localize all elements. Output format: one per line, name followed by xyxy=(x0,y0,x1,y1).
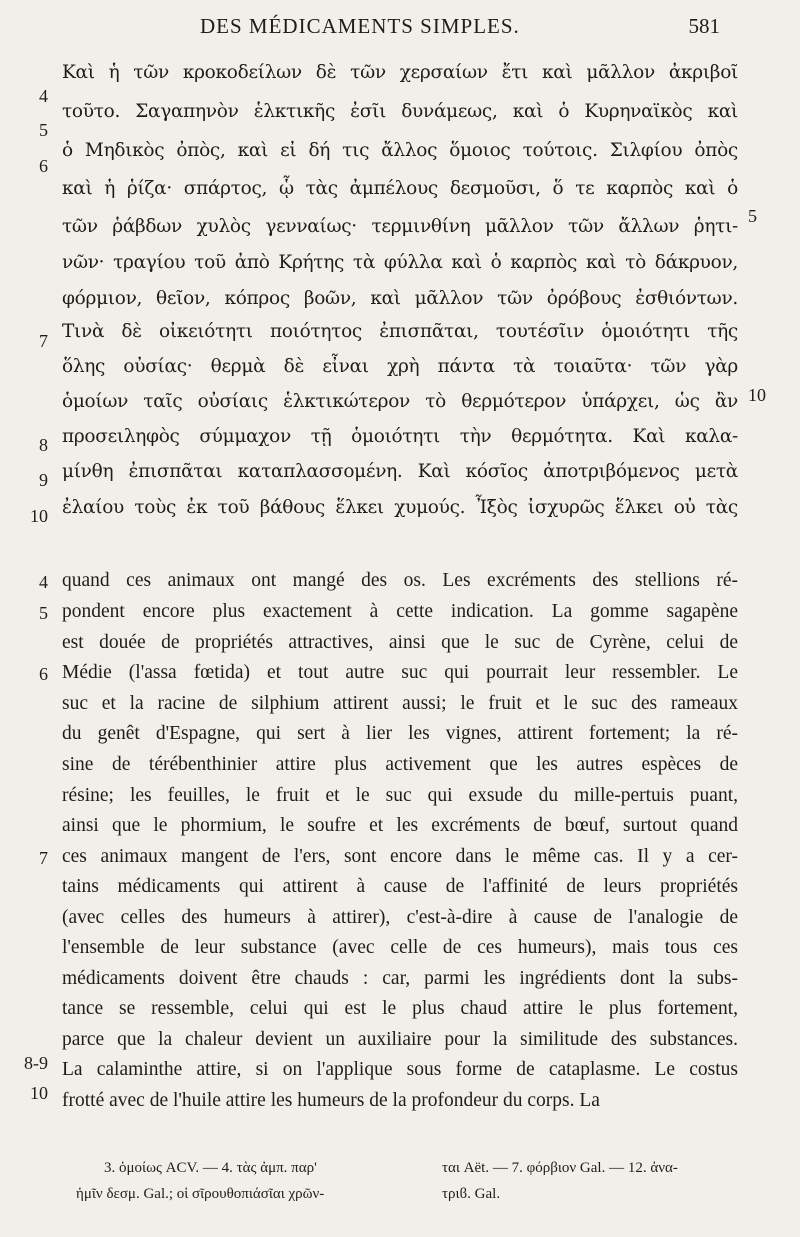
french-line: tance se ressemble, celui qui est le plus chaud attire le plus fortement, xyxy=(62,998,738,1019)
line-number: 7 xyxy=(39,331,48,351)
line-number: 5 xyxy=(748,206,757,226)
greek-line: τῶν ῥάβδων χυλὸς γενναίως· τερμινθίνη μᾶλλον τῶν ἄλλων ῥητι- xyxy=(62,216,738,237)
french-line: ces animaux mangent de l'ers, sont encore dans le même cas. Il y a cer- xyxy=(62,846,738,867)
line-number: 4 xyxy=(39,86,48,106)
line-number: 8 xyxy=(39,435,48,455)
french-line: est douée de propriétés attractives, ainsi que le suc de Cyrène, celui de xyxy=(62,632,738,653)
greek-line: καὶ ἡ ῥίζα· σπάρτος, ᾧ τὰς ἀμπέλους δεσμοῦσι, ὅ τε καρπὸς καὶ ὁ xyxy=(62,178,738,199)
french-line: suc et la racine de silphium attirent aussi; le fruit et le suc des rameaux xyxy=(62,693,738,714)
greek-line: νῶν· τραγίου τοῦ ἀπὸ Κρήτης τὰ φύλλα καὶ ὁ καρπὸς καὶ τὸ δάκρυον, xyxy=(62,252,738,273)
footnote-line: 3. ὁμοίως ACV. — 4. τὰς ἀμπ. παρ' xyxy=(104,1160,317,1176)
line-number: 10 xyxy=(30,1083,48,1103)
french-line: résine; les feuilles, le fruit et le suc qui exsude du mille-pertuis puant, xyxy=(62,785,738,806)
footnote-line: ται Aët. — 7. φόρβιον Gal. — 12. ἀνα- xyxy=(442,1160,678,1176)
greek-line: προσειληφὸς σύμμαχον τῇ ὁμοιότητι τὴν θερμότητα. Καὶ καλα- xyxy=(62,426,738,447)
line-number: 6 xyxy=(39,156,48,176)
greek-line: ἐλαίου τοὺς ἐκ τοῦ βάθους ἕλκει χυμούς. Ἶξὸς ἰσχυρῶς ἕλκει οὐ τὰς xyxy=(62,497,738,518)
line-number: 10 xyxy=(30,506,48,526)
footnote-line: τριϐ. Gal. xyxy=(442,1186,501,1202)
french-line: médicaments doivent être chauds : car, parmi les ingrédients dont la subs- xyxy=(62,968,738,989)
french-line: quand ces animaux ont mangé des os. Les excréments des stellions ré- xyxy=(62,570,738,591)
french-line: du genêt d'Espagne, qui sert à lier les vignes, attirent fortement; la ré- xyxy=(62,723,738,744)
line-number: 9 xyxy=(39,470,48,490)
running-head xyxy=(200,14,720,44)
line-number: 4 xyxy=(39,572,48,592)
greek-line: φόρμιον, θεῖον, κόπρος βοῶν, καὶ μᾶλλον τῶν ὀρόβους ἐσθιόντων. xyxy=(62,288,738,309)
line-number: 7 xyxy=(39,848,48,868)
french-line: pondent encore plus exactement à cette indication. La gomme sagapène xyxy=(62,601,738,622)
greek-line: ὁ Μηδικὸς ὀπὸς, καὶ εἰ δή τις ἄλλος ὅμοιος τούτοις. Σιλφίου ὀπὸς xyxy=(62,140,738,161)
greek-line: Τινὰ δὲ οἰκειότητι ποιότητος ἐπισπᾶται, τουτέσῖιν ὁμοιότητι τῆς xyxy=(62,321,738,342)
french-line: ainsi que le phormium, le soufre et les excréments de bœuf, surtout quand xyxy=(62,815,738,836)
line-number: 6 xyxy=(39,664,48,684)
french-line: Médie (l'assa fœtida) et tout autre suc qui pourrait leur ressembler. Le xyxy=(62,662,738,683)
page-number: 581 xyxy=(688,14,720,38)
french-line: frotté avec de l'huile attire les humeurs de la profondeur du corps. La xyxy=(62,1090,600,1111)
greek-line: μίνθη ἐπισπᾶται καταπλασσομένη. Καὶ κόσῖος ἀποτριβόμενος μετὰ xyxy=(62,461,738,482)
greek-line: τοῦτο. Σαγαπηνὸν ἑλκτικῆς ἐσῖι δυνάμεως, καὶ ὁ Κυρηναϊκὸς καὶ xyxy=(62,101,738,122)
greek-line: ὅλης οὐσίας· θερμὰ δὲ εἶναι χρὴ πάντα τὰ τοιαῦτα· τῶν γὰρ xyxy=(62,356,738,377)
greek-line: Καὶ ἡ τῶν κροκοδείλων δὲ τῶν χερσαίων ἔτι καὶ μᾶλλον ἀκριβοῖ xyxy=(62,62,738,83)
french-line: parce que la chaleur devient un auxiliaire pour la similitude des substances. xyxy=(62,1029,738,1050)
french-line: (avec celles des humeurs à attirer), c'est-à-dire à cause de l'analogie de xyxy=(62,907,738,928)
french-line: sine de térébenthinier attire plus activement que les autres espèces de xyxy=(62,754,738,775)
line-number: 5 xyxy=(39,120,48,140)
line-number: 5 xyxy=(39,603,48,623)
line-number: 10 xyxy=(748,385,766,405)
line-number: 8-9 xyxy=(24,1053,48,1073)
running-title: DES MÉDICAMENTS SIMPLES. xyxy=(200,14,520,38)
french-line: La calaminthe attire, si on l'applique sous forme de cataplasme. Le costus xyxy=(62,1059,738,1080)
french-line: l'ensemble de leur substance (avec celle de ces humeurs), mais tous ces xyxy=(62,937,738,958)
greek-line: ὁμοίων ταῖς οὐσίαις ἑλκτικώτερον τὸ θερμότερον ὑπάρχει, ὡς ἂν xyxy=(62,391,738,412)
footnote-line: ἡμῖν δεσμ. Gal.; οἱ σῖρουθοπιάσῖαι χρῶν- xyxy=(76,1186,325,1202)
french-line: tains médicaments qui attirent à cause de l'affinité de leurs propriétés xyxy=(62,876,738,897)
